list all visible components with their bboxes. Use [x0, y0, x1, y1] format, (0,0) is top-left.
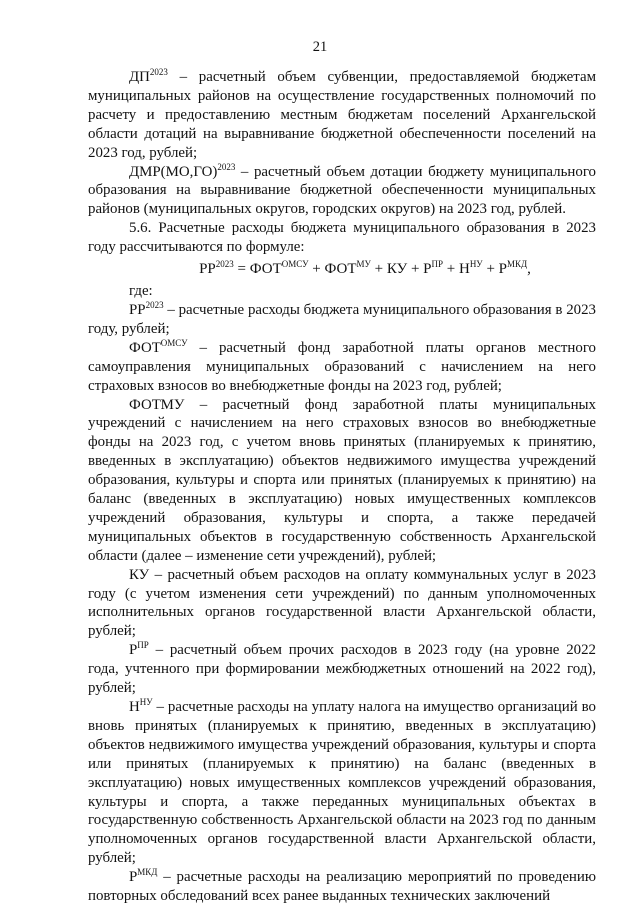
superscript-dp: 2023 — [149, 67, 168, 78]
superscript-rr: 2023 — [145, 300, 164, 310]
formula-sup: ОМСУ — [281, 259, 309, 270]
superscript-rpr: ПР — [137, 640, 149, 651]
paragraph-fot-omsu — [88, 339, 596, 396]
document-body — [88, 68, 596, 906]
superscript-fot-omsu: ОМСУ — [160, 337, 188, 348]
formula-part: + Р — [482, 261, 507, 278]
formula-sup: ПР — [431, 259, 444, 270]
formula-rr — [88, 260, 596, 279]
paragraph-fotmu: ФОТМУ – расчетный фонд заработной платы муниципальных учреждений с начислением на него страховых взносов во внебюджетные фонды на 2023 год, с учетом вновь принятых (планируемых к принятию, введенных в эксплуатацию) объектов недвижимого имущества учреждений образования, культуры и спорта или принятых (планируемых к принятию) на баланс (введенных в эксплуатацию) новых имущественных комплексов учреждений образования, культуры и спорта, а также передачей муниципальных объектов в государственную собственность Архангельской области (далее – изменение сети учреждений), рублей; — [88, 396, 596, 564]
formula-sup: МКД — [507, 259, 528, 270]
definition-nnu: – расчетные расходы на уплату налога на имущество организаций во вновь принятых (планируемых к принятию, введенных в эксплуатацию) объектов недвижимого имущества учреждений образования, культуры и спорта или принятых (планируемых к принятию) на баланс (введенных в эксплуатацию) новых имущественных комплексов учреждений образования, культуры и спорта, а также переданных муниципальных объектах в государственную собственность Архангельской области на 2023 год по данным уполномоченных органов государственной власти Архангельской области, рублей; — [88, 699, 596, 867]
superscript-rmkd: МКД — [137, 867, 158, 878]
symbol-nnu: Н — [129, 699, 140, 715]
paragraph-5-6: 5.6. Расчетные расходы бюджета муниципального образования в 2023 году рассчитываются по формуле: — [88, 220, 596, 256]
formula-sup: МУ — [356, 259, 371, 270]
paragraph-dp — [88, 68, 596, 163]
paragraph-dmr — [88, 163, 596, 220]
formula-part: + ФОТ — [308, 261, 357, 278]
formula-part: , — [527, 261, 531, 278]
where-label: где: — [129, 283, 153, 300]
symbol-rr: РР — [129, 301, 146, 318]
paragraph-rr — [88, 301, 596, 339]
symbol-dp: ДП — [129, 69, 150, 85]
formula-part: + КУ + Р — [370, 261, 432, 278]
formula-part: + Н — [443, 261, 470, 278]
paragraph-nnu — [88, 698, 596, 868]
formula-sup: НУ — [469, 259, 483, 270]
definition-rpr: – расчетный объем прочих расходов в 2023 году (на уровне 2022 года, учтенного при формировании межбюджетных отношений на 2022 год), рублей; — [88, 642, 596, 697]
symbol-rpr: Р — [129, 642, 138, 659]
definition-rmkd: – расчетные расходы на реализацию мероприятий по проведению повторных обследований всех ранее выданных технических заключений — [88, 869, 596, 905]
symbol-fot-omsu: ФОТ — [129, 339, 161, 356]
superscript-nnu: НУ — [139, 697, 153, 708]
symbol-rmkd: Р — [129, 869, 138, 886]
definition-dmr: – расчетный объем дотации бюджету муниципального образования на выравнивание бюджетной обеспеченности муниципальных районов (муниципальных округов, городских округов) на 2023 год, рублей. — [88, 163, 596, 218]
symbol-dmr: ДМР(МО,ГО) — [129, 163, 218, 180]
definition-dp: – расчетный объем субвенции, предоставляемой бюджетам муниципальных районов на осуществление государственных полномочий по расчету и предоставлению местным бюджетам поселений Архангельской области дотаций на выравнивание бюджетной обеспеченности поселений на 2023 год, рублей; — [88, 69, 596, 161]
paragraph-rpr — [88, 641, 596, 698]
formula-sup: 2023 — [215, 259, 234, 270]
paragraph-ku: КУ – расчетный объем расходов на оплату коммунальных услуг в 2023 году (с учетом изменения сети учреждений) по данным уполномоченных исполнительных органов государственной власти Архангельской области, рублей; — [88, 566, 596, 640]
superscript-dmr: 2023 — [217, 161, 236, 172]
definition-fot-omsu: – расчетный фонд заработной платы органов местного самоуправления муниципальных образований с начислением на него страховых взносов во внебюджетные фонды на 2023 год, рублей; — [88, 339, 596, 394]
page-number: 21 — [312, 39, 328, 55]
formula-part: = ФОТ — [233, 261, 282, 278]
definition-rr: – расчетные расходы бюджета муниципального образования в 2023 году, рублей; — [88, 301, 596, 337]
paragraph-rmkd — [88, 868, 596, 906]
formula-part: РР — [199, 261, 216, 278]
